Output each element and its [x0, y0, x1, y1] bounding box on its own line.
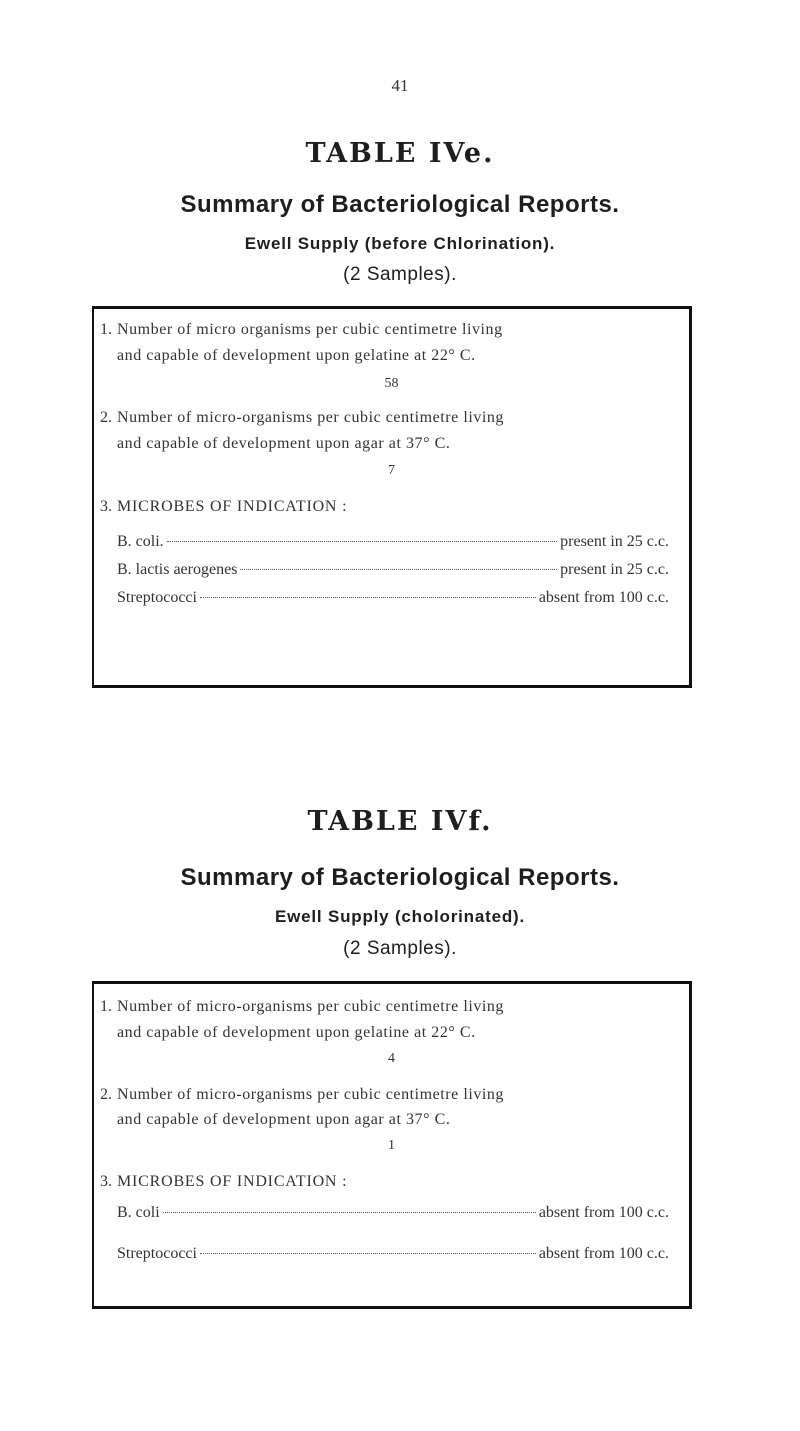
dot-leader: [200, 1253, 536, 1254]
item-description-line2: and capable of development upon gelatine at 22° C.: [117, 1024, 476, 1041]
samples-count: (2 Samples).: [343, 938, 457, 959]
dot-leader: [240, 569, 557, 570]
dot-leader: [163, 1212, 536, 1213]
microbe-result: absent from 100 c.c.: [538, 1245, 669, 1262]
supply-subtitle: Ewell Supply (before Chlorination).: [244, 234, 556, 253]
item-description-line1: Number of micro-organisms per cubic centimetre living: [117, 409, 504, 426]
item-count: 1: [388, 1138, 395, 1153]
dot-leader: [167, 541, 557, 542]
summary-title: Summary of Bacteriological Reports.: [180, 191, 620, 218]
dot-leader: [200, 597, 536, 598]
item-number: 2.: [100, 1086, 112, 1103]
item-count: 7: [388, 463, 395, 478]
summary-title: Summary of Bacteriological Reports.: [180, 864, 620, 891]
item-description-line1: Number of micro-organisms per cubic centimetre living: [117, 1086, 504, 1103]
microbe-row: [117, 1245, 669, 1263]
item-number: 1.: [100, 998, 112, 1015]
table-title: TABLE IVf.: [307, 806, 493, 837]
microbe-result: present in 25 c.c.: [560, 533, 669, 550]
microbe-result: present in 25 c.c.: [560, 561, 669, 578]
item-number: 3.: [100, 1173, 112, 1190]
item-count: 4: [388, 1051, 395, 1066]
page-number: 41: [391, 76, 409, 95]
microbes-heading: MICROBES OF INDICATION :: [117, 1173, 348, 1190]
item-number: 2.: [100, 409, 112, 426]
item-description-line2: and capable of development upon gelatine at 22° C.: [117, 347, 476, 364]
microbe-result: absent from 100 c.c.: [538, 1204, 669, 1221]
microbe-name: B. lactis aerogenes: [117, 561, 238, 578]
microbe-row: [117, 533, 669, 551]
microbe-name: B. coli.: [117, 533, 164, 550]
microbe-row: [117, 589, 669, 607]
microbe-name: Streptococci: [117, 589, 197, 606]
table-title: TABLE IVe.: [305, 138, 495, 169]
microbe-name: Streptococci: [117, 1245, 197, 1262]
item-description-line1: Number of micro organisms per cubic centimetre living: [117, 321, 503, 338]
microbe-name: B. coli: [117, 1204, 160, 1221]
item-count: 58: [384, 376, 399, 391]
item-number: 1.: [100, 321, 112, 338]
microbe-row: [117, 561, 669, 579]
item-description-line2: and capable of development upon agar at 37° C.: [117, 1111, 451, 1128]
samples-count: (2 Samples).: [343, 264, 457, 285]
report-box: [92, 306, 692, 688]
item-number: 3.: [100, 498, 112, 515]
report-box: [92, 981, 692, 1309]
supply-subtitle: Ewell Supply (cholorinated).: [274, 907, 526, 926]
microbe-row: [117, 1204, 669, 1222]
item-description-line1: Number of micro-organisms per cubic centimetre living: [117, 998, 504, 1015]
item-description-line2: and capable of development upon agar at 37° C.: [117, 435, 451, 452]
microbes-heading: MICROBES OF INDICATION :: [117, 498, 348, 515]
microbe-result: absent from 100 c.c.: [538, 589, 669, 606]
